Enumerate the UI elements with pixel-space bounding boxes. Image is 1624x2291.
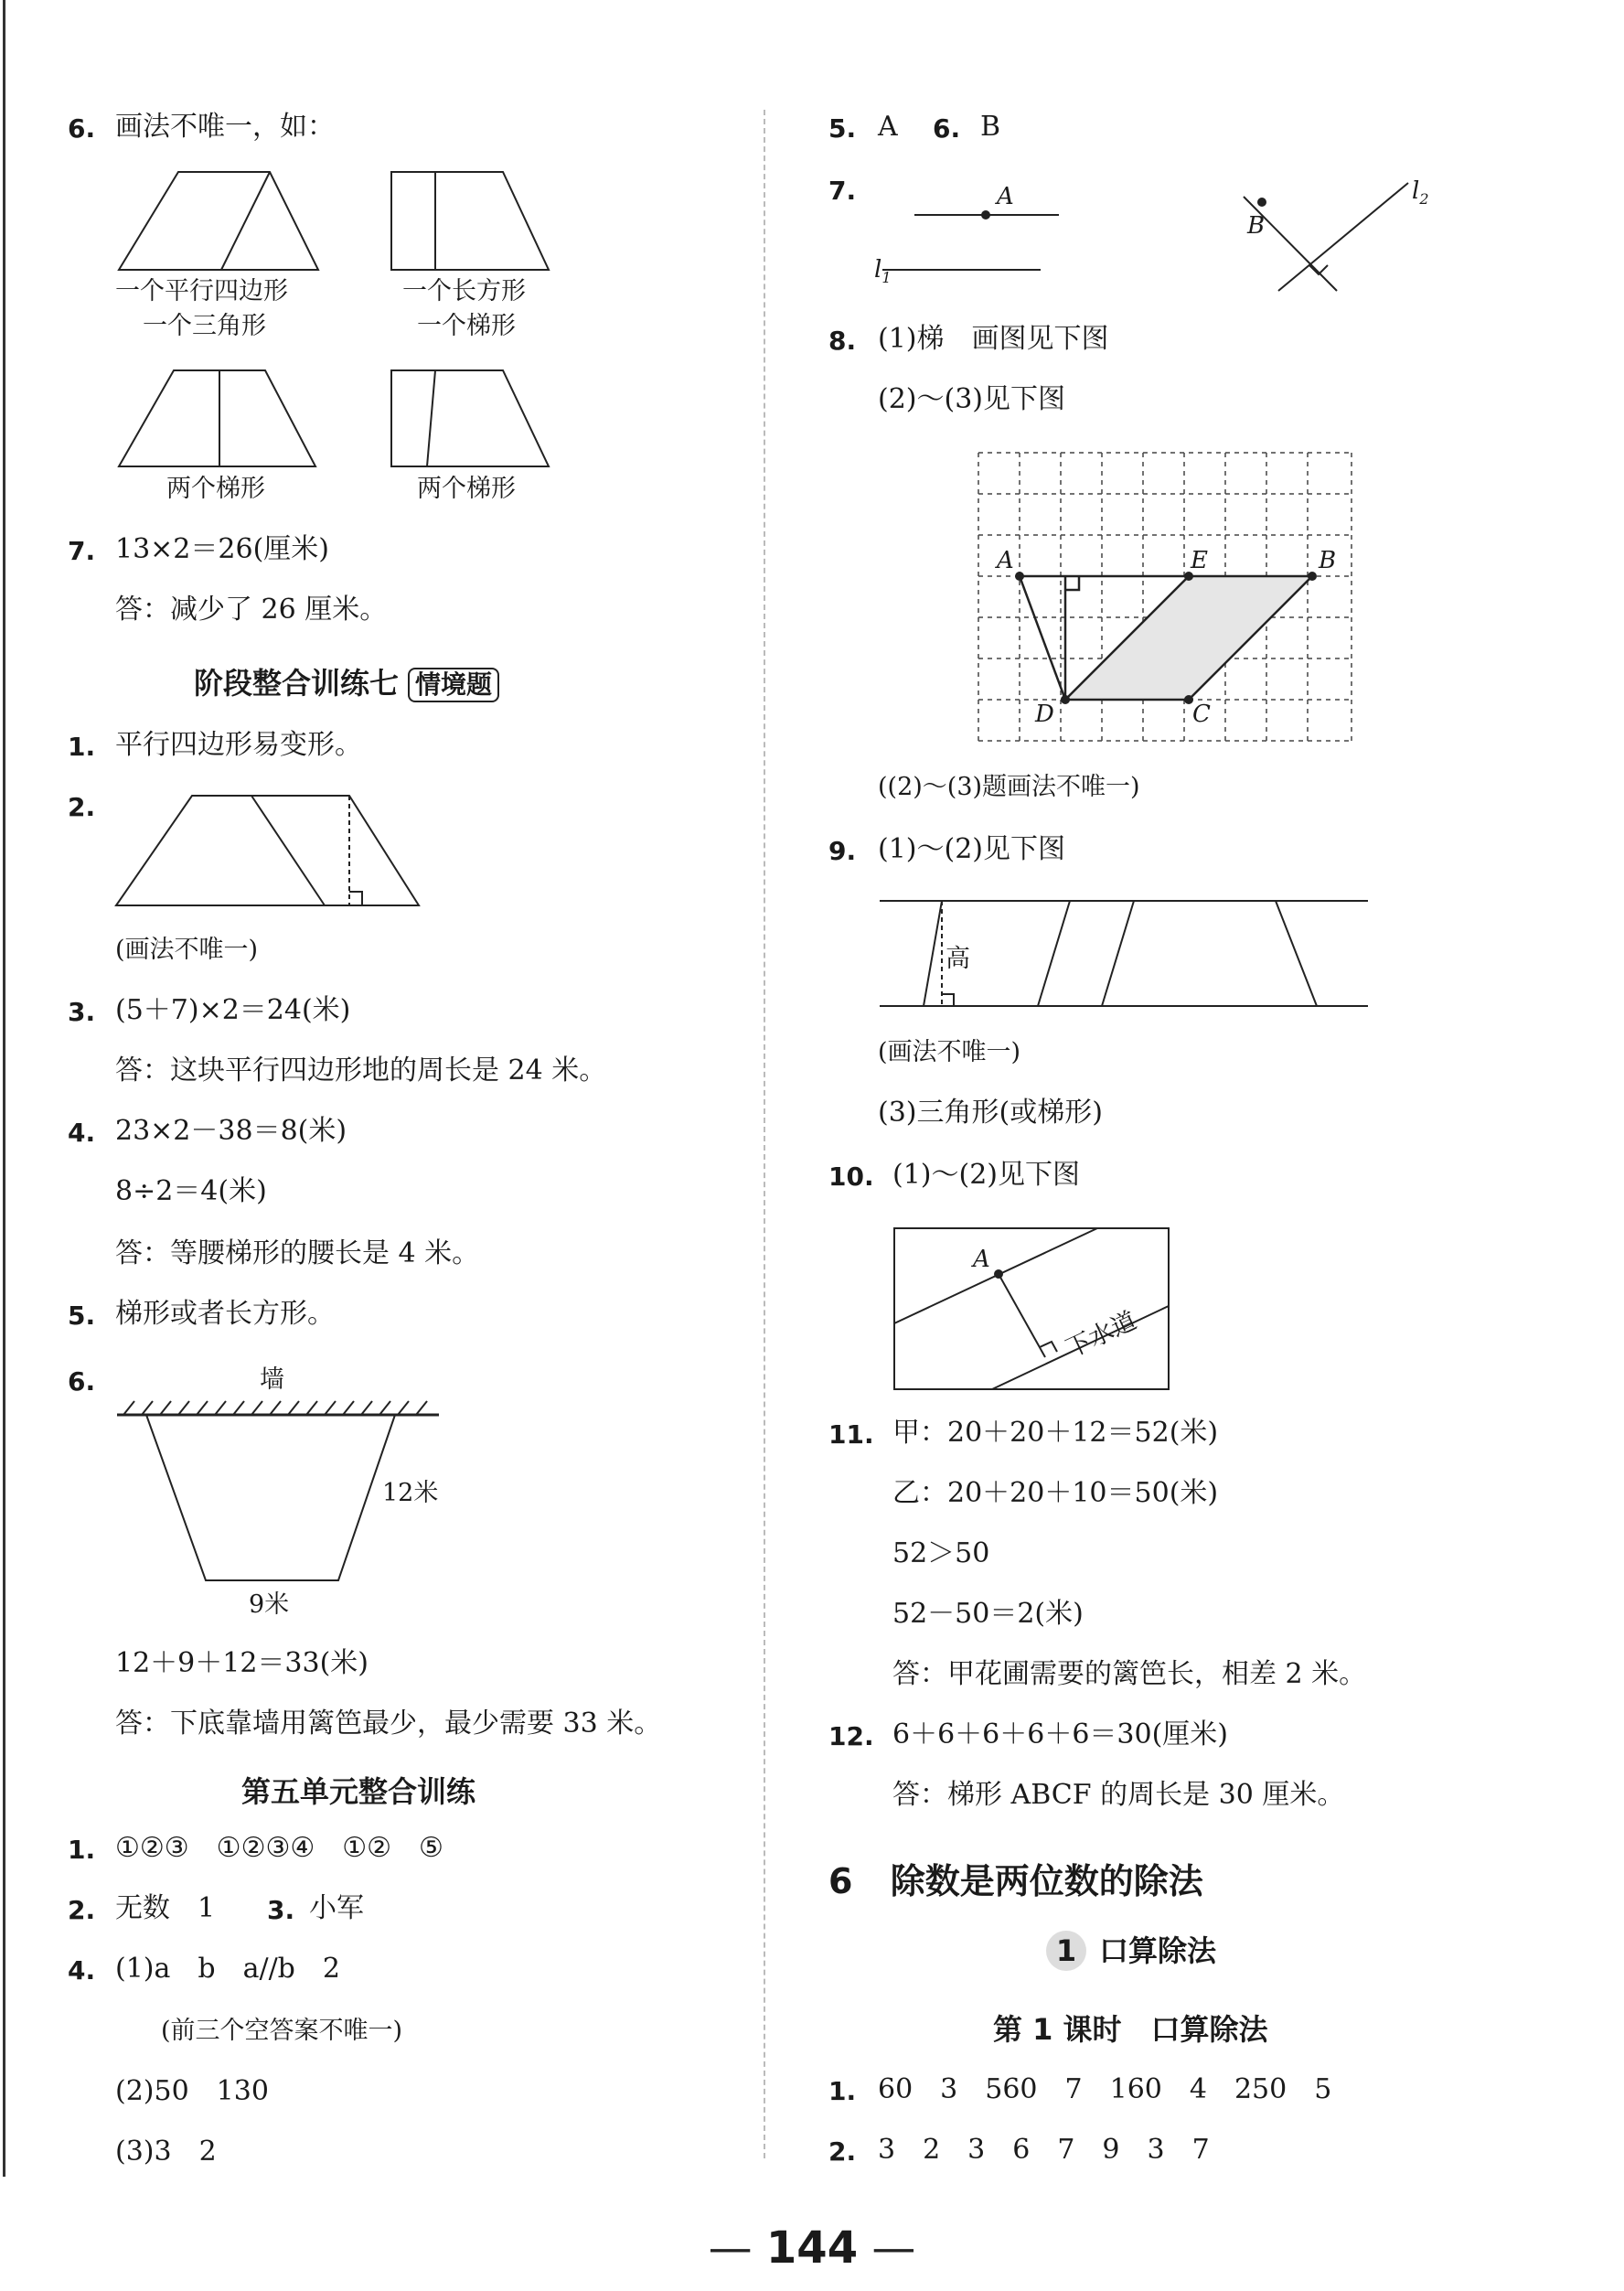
k1-number: 1.	[828, 2076, 857, 2106]
r7-perpendicular-figure	[1244, 183, 1408, 291]
r7-parallel-figure	[882, 215, 1059, 270]
r12-answer: 答：梯形 ABCF 的周长是 30 厘米。	[892, 1779, 1345, 1811]
r8-note: ((2)～(3)题画法不唯一)	[878, 773, 1140, 801]
s3-calc: (5＋7)×2＝24(米)	[115, 994, 351, 1026]
u2-text: 无数 1	[115, 1892, 216, 1924]
r7-point-b	[1257, 198, 1266, 207]
r11-calc4: 52－50＝2(米)	[892, 1598, 1084, 1630]
chapter-heading	[828, 1853, 1203, 1903]
r8-part1: (1)梯 画图见下图	[878, 323, 1109, 355]
r8-label-a: A	[997, 547, 1014, 574]
q6-text: 画法不唯一，如：	[115, 111, 335, 143]
u4-number: 4.	[68, 1955, 96, 1986]
r11-calc2: 乙：20＋20＋10＝50(米)	[892, 1477, 1219, 1509]
r11-number: 11.	[828, 1419, 874, 1450]
chapter-number: 6	[828, 1861, 853, 1901]
s6-calc: 12＋9＋12＝33(米)	[115, 1647, 369, 1679]
r5-text: A	[878, 111, 898, 143]
s4-calc1: 23×2－38＝8(米)	[115, 1115, 347, 1147]
u4-part2: (2)50 130	[115, 2075, 269, 2107]
r9-number: 9.	[828, 836, 857, 866]
q7-answer: 答：减少了 26 厘米。	[115, 594, 388, 626]
r8-part2: (2)～(3)见下图	[878, 383, 1065, 415]
s4-number: 4.	[68, 1118, 96, 1148]
s3-answer: 答：这块平行四边形地的周长是 24 米。	[115, 1055, 607, 1087]
u4-part1: (1)a b a//b 2	[115, 1953, 340, 1985]
u3-text: 小军	[309, 1892, 364, 1924]
r8-label-b: B	[1319, 547, 1337, 574]
s3-number: 3.	[68, 997, 96, 1027]
r6-number: 6.	[933, 113, 961, 144]
q6-caption-1b: 一个三角形	[143, 312, 266, 340]
u2-number: 2.	[68, 1895, 96, 1925]
k1-text: 60 3 560 7 160 4 250 5	[878, 2073, 1332, 2105]
u4-note: (前三个空答案不唯一)	[161, 2017, 403, 2045]
u1-text: ①②③ ①②③④ ①② ⑤	[115, 1832, 443, 1864]
r10-part1: (1)～(2)见下图	[892, 1159, 1080, 1191]
s1-text: 平行四边形易变形。	[115, 729, 362, 761]
r7-number: 7.	[828, 176, 857, 206]
q6-caption-2b: 一个梯形	[417, 312, 516, 340]
s6-side-label: 12米	[382, 1479, 439, 1507]
r10-point-a	[994, 1269, 1003, 1279]
s2-note: (画法不唯一)	[115, 936, 259, 964]
r7-label-l2: $l_2$	[1412, 177, 1429, 209]
q7-calc: 13×2＝26(厘米)	[115, 533, 329, 565]
r9-height-label: 高	[946, 945, 970, 973]
q7-number: 7.	[68, 536, 96, 566]
s5-text: 梯形或者长方形。	[115, 1298, 335, 1330]
s6-number: 6.	[68, 1366, 96, 1397]
r10-drain-label: 下水道	[1062, 1306, 1141, 1364]
q6-caption-4: 两个梯形	[417, 475, 516, 503]
s6-answer: 答：下底靠墙用篱笆最少，最少需要 33 米。	[115, 1708, 662, 1740]
section7-tag: 情境题	[408, 668, 499, 702]
r7-label-l1: $l_1$	[874, 256, 892, 287]
s4-answer: 答：等腰梯形的腰长是 4 米。	[115, 1237, 480, 1269]
r8-label-e: E	[1191, 547, 1208, 574]
section7-title: 阶段整合训练七	[194, 666, 400, 701]
q6-number: 6.	[68, 113, 96, 144]
r7-point-a	[981, 210, 990, 219]
r9-note: (画法不唯一)	[878, 1038, 1021, 1066]
r7-label-b: B	[1247, 212, 1266, 240]
subsection-number: 1	[1046, 1931, 1086, 1971]
s6-bottom-label: 9米	[249, 1590, 290, 1619]
unit5-heading: 第五单元整合训练	[241, 1774, 476, 1809]
subsection-heading	[1046, 1928, 1216, 1971]
q6-caption-3: 两个梯形	[166, 475, 265, 503]
chapter-title: 除数是两位数的除法	[890, 1861, 1203, 1901]
r11-calc1: 甲：20＋20＋12＝52(米)	[892, 1417, 1219, 1449]
lesson-heading: 第 1 课时 口算除法	[993, 2012, 1268, 2047]
r10-label-a: A	[973, 1246, 990, 1273]
r9-part1: (1)～(2)见下图	[878, 833, 1065, 865]
r6-text: B	[980, 111, 1001, 143]
q6-caption-1a: 一个平行四边形	[115, 277, 288, 305]
r12-number: 12.	[828, 1721, 874, 1751]
q6-caption-2a: 一个长方形	[402, 277, 526, 305]
r8-number: 8.	[828, 326, 857, 356]
u3-number: 3.	[267, 1895, 295, 1925]
u1-number: 1.	[68, 1835, 96, 1865]
r11-calc3: 52＞50	[892, 1537, 990, 1569]
u4-part3: (3)3 2	[115, 2136, 217, 2168]
r9-part3: (3)三角形(或梯形)	[878, 1097, 1103, 1129]
r11-answer: 答：甲花圃需要的篱笆长，相差 2 米。	[892, 1658, 1367, 1690]
s2-number: 2.	[68, 792, 96, 822]
r10-number: 10.	[828, 1162, 874, 1192]
r8-label-d: D	[1035, 701, 1054, 728]
s1-number: 1.	[68, 732, 96, 762]
s5-number: 5.	[68, 1301, 96, 1331]
s4-calc2: 8÷2＝4(米)	[115, 1175, 267, 1207]
r8-label-c: C	[1192, 701, 1211, 728]
subsection-title: 口算除法	[1099, 1933, 1217, 1968]
k2-text: 3 2 3 6 7 9 3 7	[878, 2134, 1210, 2166]
r12-calc: 6＋6＋6＋6＋6＝30(厘米)	[892, 1718, 1229, 1750]
s6-wall-label: 墙	[260, 1365, 284, 1394]
k2-number: 2.	[828, 2136, 857, 2167]
r5-number: 5.	[828, 113, 857, 144]
r7-label-a: A	[997, 183, 1014, 210]
page-number: — 144 —	[708, 2222, 916, 2274]
